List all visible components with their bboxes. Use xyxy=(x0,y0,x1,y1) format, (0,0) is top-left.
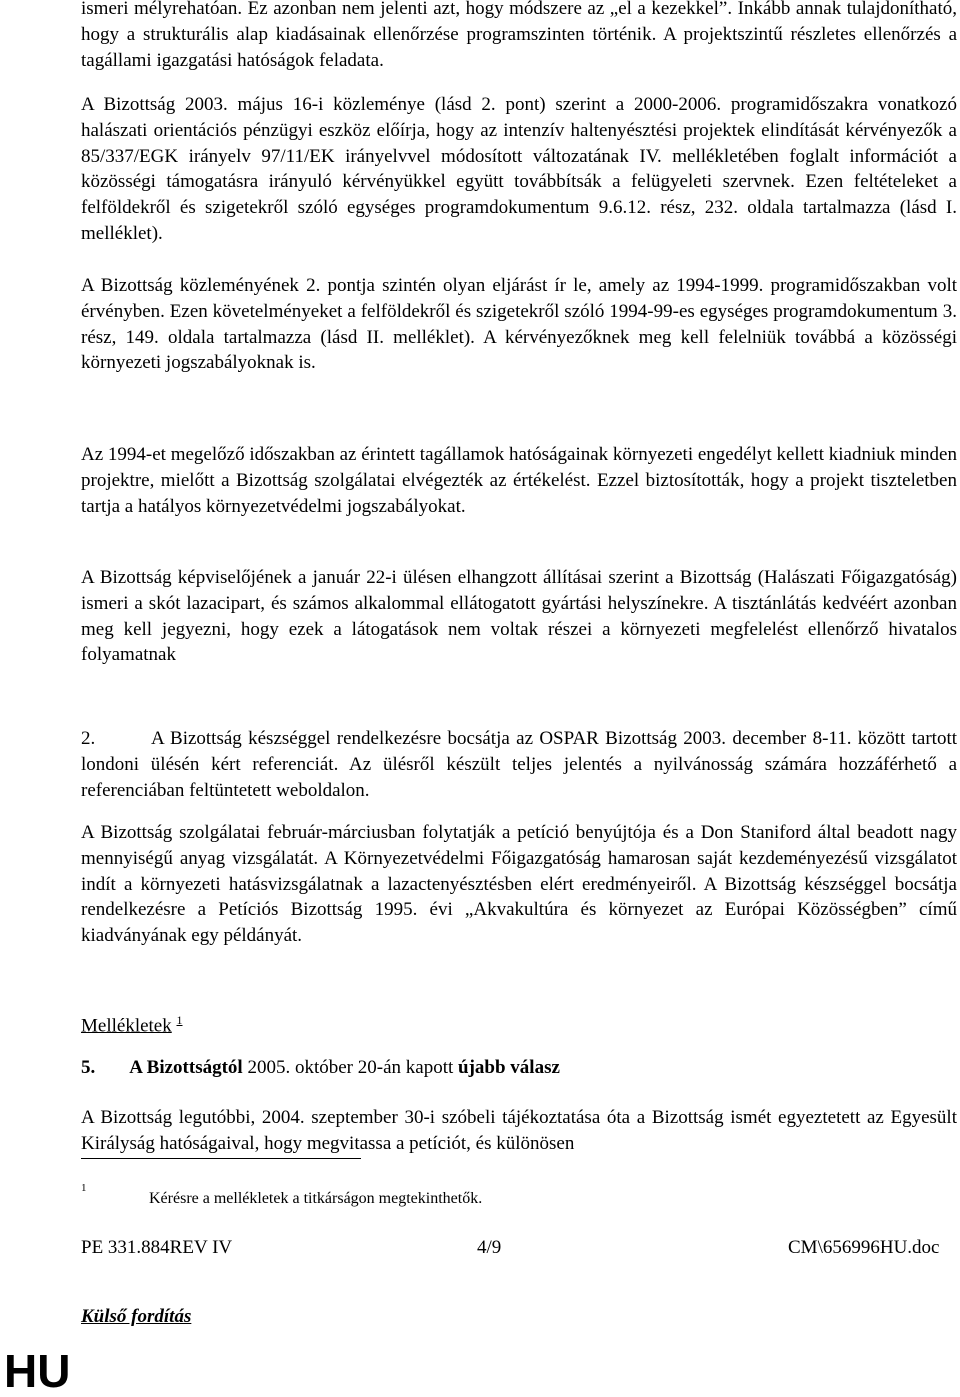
page-number: 4/9 xyxy=(477,1237,502,1258)
numbered-item-2 xyxy=(81,726,957,803)
footnote-number: 1 xyxy=(81,1182,87,1194)
document-reference: PE 331.884REV IV xyxy=(81,1237,233,1258)
body-paragraph-4: Az 1994-et megelőző időszakban az érintett tagállamok hatóságainak környezeti engedélyt kellett kiadniuk minden projektre, mielőtt a Bizottság szolgálatai elvégezték az értékelést. Ezzel biztosították, hogy a projekt tiszteletben tartja a hatályos környezetvédelmi jogszabályokat. xyxy=(81,444,957,517)
section-bold-title: A Bizottságtól xyxy=(129,1057,243,1078)
footnote-reference: 1 xyxy=(176,1013,183,1027)
footnote-separator xyxy=(81,1158,361,1159)
section-bold-end: újabb válasz xyxy=(458,1057,560,1078)
file-reference: CM\656996HU.doc xyxy=(788,1237,940,1258)
annex-label: Mellékletek xyxy=(81,1015,172,1037)
body-paragraph-7: A Bizottság legutóbbi, 2004. szeptember 30-i szóbeli tájékoztatása óta a Bizottság ismét egyeztetett az Egyesült Királyság hatóságaival, hogy megvitassa a petíciót, és különösen xyxy=(81,1107,957,1154)
section-heading xyxy=(81,1055,560,1080)
footnote-text: Kérésre a mellékletek a titkárságon megtekinthetők. xyxy=(149,1190,483,1207)
body-paragraph-3: A Bizottság közleményének 2. pontja szintén olyan eljárást ír le, amely az 1994-1999. programidőszakban volt érvényben. Ezen követelményeket a felföldekről és szigetekről szóló 1994-99-es egységes programdokumentum 3. rész, 149. oldala tartalmazza (lásd II. melléklet). A kérvényezőknek meg kell felelniük továbbá a közösségi környezeti jogszabályoknak is. xyxy=(81,275,957,374)
item-number: 2. xyxy=(81,728,96,749)
language-code: HU xyxy=(4,1345,71,1397)
section-number: 5. xyxy=(81,1057,96,1078)
item-text: A Bizottság készséggel rendelkezésre bocsátja az OSPAR Bizottság 2003. december 8-11. között tartott londoni ülésén kért referenciát. Az ülésről készült teljes jelentés a nyilvánosság számára hozzáférhető a referenciában feltüntetett weboldalon. xyxy=(81,728,957,801)
translation-note: Külső fordítás xyxy=(81,1306,192,1327)
body-paragraph-1: ismeri mélyrehatóan. Ez azonban nem jelenti azt, hogy módszere az „el a kezekkel”. Inkább annak tulajdonítható, hogy a strukturális alap kiadásainak ellenőrzése programszinten történik. A projektszintű részletes ellenőrzés a tagállami igazgatási hatóságok feladata. xyxy=(81,0,957,71)
body-paragraph-5: A Bizottság képviselőjének a január 22-i ülésen elhangzott állításai szerint a Bizottság (Halászati Főigazgatóság) ismeri a skót lazacipart, és számos alkalommal ellátogatott gyártási helyszínekre. A tisztánlátás kedvéért azonban meg kell jegyezni, hogy ezek a látogatások nem voltak részei a környezeti megfelelést ellenőrző hivatalos folyamatnak xyxy=(81,567,957,666)
section-plain-title: 2005. október 20-án kapott xyxy=(242,1057,459,1078)
annex-heading xyxy=(81,1008,183,1038)
body-paragraph-6: A Bizottság szolgálatai február-márciusban folytatják a petíció benyújtója és a Don Staniford által beadott nagy mennyiségű anyag vizsgálatát. A Környezetvédelmi Főigazgatóság hamarosan saját kezdeményezésű vizsgálatot indít a környezeti hatásvizsgálatnak a lazactenyésztésben elért eredményeiről. A Bizottság készséggel bocsátja rendelkezésre a Petíciós Bizottság 1995. évi „Akvakultúra és környezet az Európai Közösségben” című kiadványának egy példányát. xyxy=(81,822,957,947)
body-paragraph-2: A Bizottság 2003. május 16-i közleménye (lásd 2. pont) szerint a 2000-2006. programidőszakra vonatkozó halászati orientációs pénzügyi eszköz előírja, hogy az intenzív haltenyésztési projektek elindítását kérvényezők a 85/337/EGK irányelv 97/11/EK irányelvvel módosított változatának IV. mellékletében foglalt információt a közösségi támogatásra irányuló kérvényükkel együtt továbbítsák a felügyeleti szervnek. Ezen feltételeket a felföldekről és szigetekről szóló egységes programdokumentum 9.6.12. rész, 232. oldala tartalmazza (lásd I. melléklet). xyxy=(81,94,957,244)
